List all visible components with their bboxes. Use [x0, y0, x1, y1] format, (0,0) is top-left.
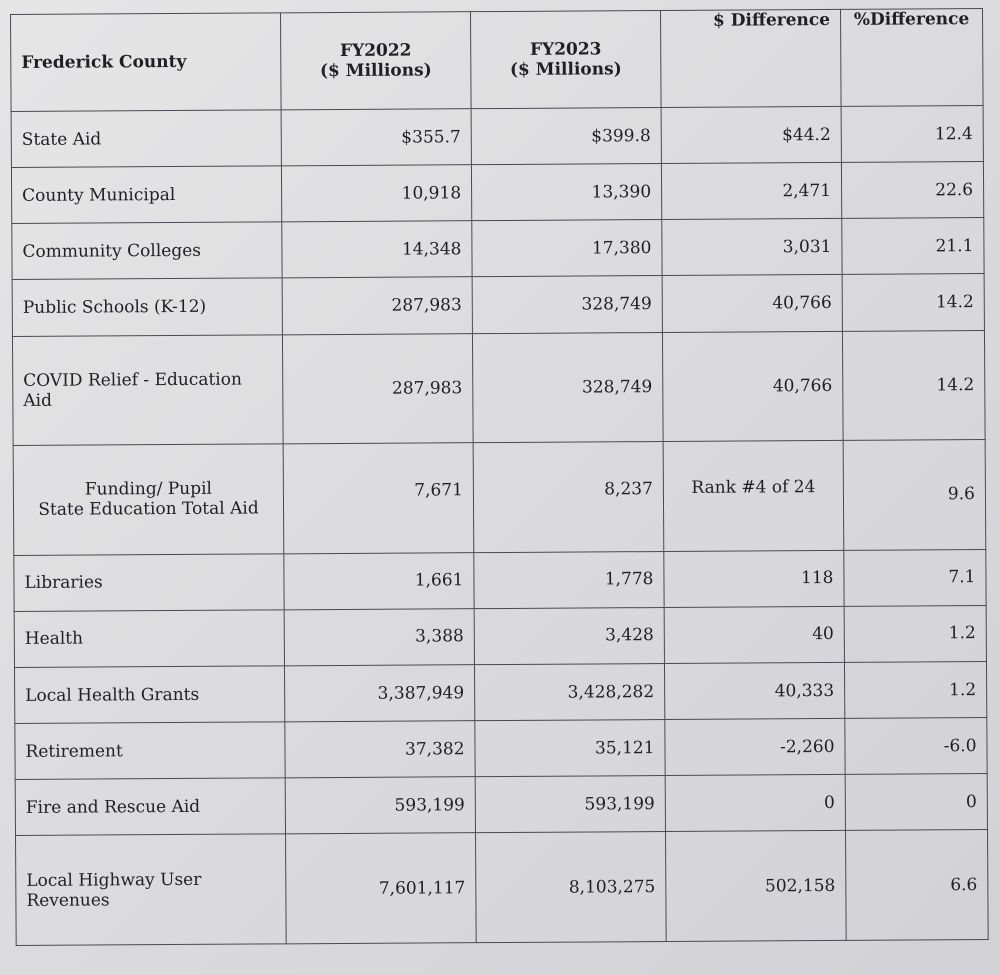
- row-percent: 14.2: [842, 274, 984, 331]
- header-county: Frederick County: [11, 13, 282, 112]
- row-fy2022: 287,983: [282, 333, 473, 444]
- row-label: Libraries: [14, 554, 284, 612]
- row-label: Local Highway User Revenues: [16, 834, 287, 945]
- table-row-fire-rescue-aid: [15, 774, 987, 836]
- header-fy2022-unit: ($ Millions): [319, 60, 432, 82]
- row-difference: -2,260: [665, 718, 845, 775]
- row-label: [13, 444, 284, 555]
- row-fy2023: 593,199: [475, 776, 665, 833]
- header-fy2023: [470, 11, 661, 109]
- row-label: Health: [14, 610, 284, 668]
- row-fy2023: $399.8: [471, 108, 661, 165]
- row-fy2023: 328,749: [472, 332, 663, 443]
- row-label: Retirement: [15, 722, 285, 780]
- row-difference: 3,031: [662, 219, 842, 276]
- table-row-community-colleges: [12, 218, 984, 280]
- row-fy2022: 3,388: [284, 608, 474, 665]
- table-row-covid-relief: [12, 330, 985, 446]
- table-row-local-highway-user-revenues: [16, 830, 989, 946]
- row-difference: 40: [664, 606, 844, 663]
- row-difference: 40,333: [664, 662, 844, 719]
- row-fy2023: 8,237: [473, 442, 664, 553]
- row-fy2022: 593,199: [285, 777, 475, 834]
- table-row-public-schools: [12, 274, 984, 336]
- header-fy2023-year: FY2023: [529, 39, 602, 60]
- row-percent: 9.6: [843, 440, 986, 550]
- row-fy2023: 35,121: [475, 720, 665, 777]
- row-percent: 21.1: [842, 218, 984, 275]
- table-row-health: [14, 605, 986, 667]
- row-difference: 40,766: [662, 331, 843, 442]
- row-fy2022: 1,661: [284, 552, 474, 609]
- table-row-libraries: [14, 549, 986, 611]
- row-percent: 1.2: [844, 605, 986, 662]
- row-percent: 7.1: [844, 549, 986, 606]
- budget-sheet: [10, 8, 988, 946]
- row-difference: $44.2: [661, 106, 841, 163]
- row-fy2022: 7,601,117: [286, 833, 477, 944]
- row-difference: 0: [665, 775, 845, 832]
- row-label: Public Schools (K-12): [12, 278, 282, 336]
- row-fy2023: 8,103,275: [476, 832, 667, 943]
- row-label: State Aid: [11, 110, 281, 168]
- row-percent: 14.2: [842, 330, 985, 440]
- row-percent: 6.6: [846, 830, 989, 941]
- header-fy2023-unit: ($ Millions): [509, 59, 622, 80]
- row-percent: 12.4: [841, 106, 983, 163]
- row-percent: 22.6: [841, 162, 983, 219]
- row-fy2022: 10,918: [281, 165, 471, 222]
- row-label: County Municipal: [11, 166, 281, 224]
- row-percent: -6.0: [845, 718, 987, 775]
- row-fy2022: 7,671: [283, 443, 474, 554]
- row-fy2023: 17,380: [472, 220, 662, 277]
- row-percent: 1.2: [844, 661, 986, 718]
- row-fy2022: 14,348: [282, 221, 472, 278]
- header-dollar-difference: $ Difference: [660, 9, 841, 107]
- row-difference: 118: [664, 550, 844, 607]
- row-fy2022: 3,387,949: [284, 665, 474, 722]
- row-difference: 40,766: [662, 275, 842, 332]
- row-label-line2: State Education Total Aid: [38, 498, 259, 521]
- table-row-state-aid: [11, 106, 983, 168]
- row-difference: 2,471: [661, 163, 841, 220]
- row-difference: 502,158: [666, 831, 847, 942]
- budget-table: [10, 8, 989, 946]
- header-fy2022-year: FY2022: [339, 40, 412, 61]
- row-fy2022: 287,983: [282, 277, 472, 334]
- row-fy2023: 328,749: [472, 276, 662, 333]
- row-label-line1: Funding/ Pupil: [84, 479, 213, 500]
- table-row-funding-per-pupil: [13, 440, 986, 556]
- table-row-retirement: [15, 718, 987, 780]
- row-fy2023: 3,428: [474, 607, 664, 664]
- table-row-local-health-grants: [14, 661, 986, 723]
- table-row-county-municipal: [11, 162, 983, 224]
- row-percent: 0: [845, 774, 987, 831]
- header-row: [11, 9, 984, 112]
- header-percent-difference: %Difference: [840, 9, 983, 107]
- row-label: Community Colleges: [12, 222, 282, 280]
- row-fy2023: 13,390: [471, 164, 661, 221]
- header-fy2022: [280, 12, 471, 110]
- row-fy2022: 37,382: [285, 721, 475, 778]
- row-label: Fire and Rescue Aid: [15, 778, 285, 836]
- row-label: Local Health Grants: [14, 666, 284, 724]
- row-fy2022: $355.7: [281, 109, 471, 166]
- row-fy2023: 3,428,282: [474, 663, 664, 720]
- row-label: COVID Relief - Education Aid: [12, 334, 283, 445]
- row-fy2023: 1,778: [474, 551, 664, 608]
- row-difference: Rank #4 of 24: [663, 441, 844, 552]
